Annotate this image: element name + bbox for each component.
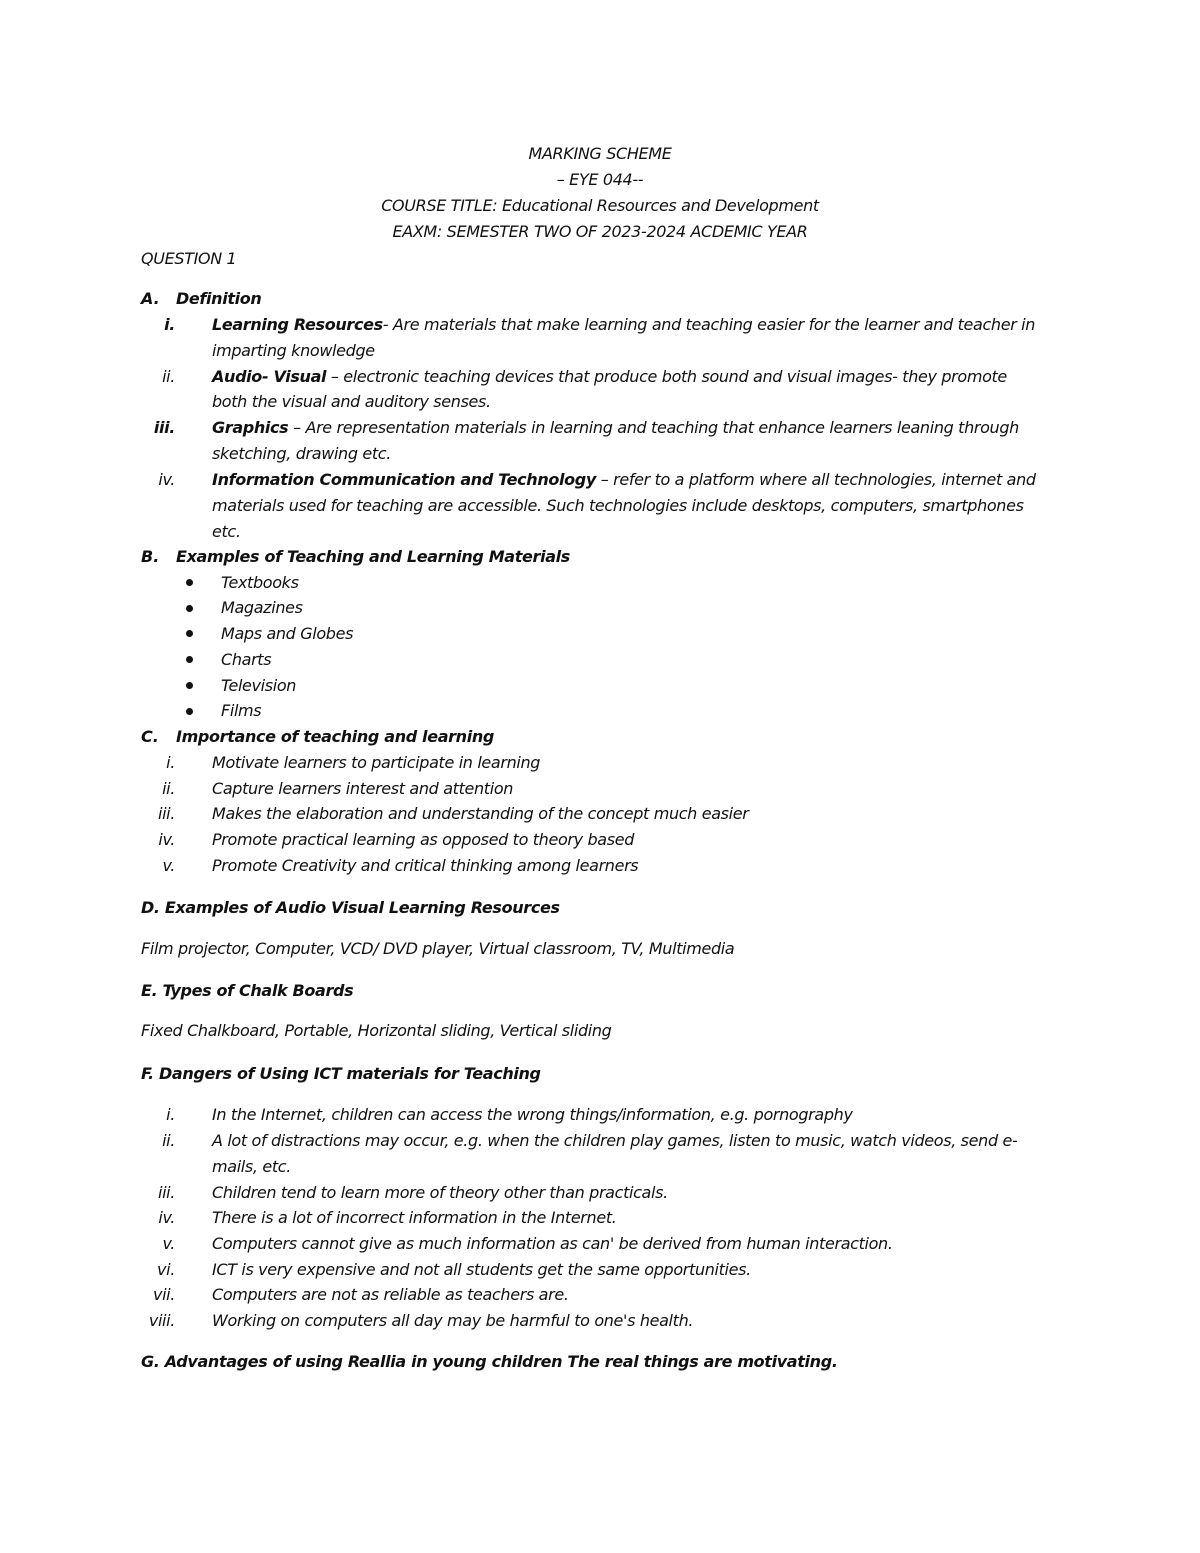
list-number: iii. [157, 1183, 175, 1202]
definition-text-cont: materials used for teaching are accessible. Such technologies include desktops, computers, smartphones [212, 496, 1024, 515]
definition-text: – electronic teaching devices that produce both sound and visual images- they promote [326, 367, 1007, 386]
bullet-icon [186, 579, 193, 586]
definition-item [212, 418, 1019, 438]
bullet-icon [186, 630, 193, 637]
definition-term: Information Communication and Technology [212, 470, 596, 489]
list-number: vii. [152, 1285, 175, 1304]
list-item: Magazines [221, 598, 303, 617]
definition-item [212, 315, 1035, 335]
course-code: – EYE 044-- [556, 170, 644, 189]
bullet-icon [186, 605, 193, 612]
section-c-heading: Importance of teaching and learning [176, 727, 495, 746]
list-item: Charts [221, 650, 272, 669]
section-f-heading: F. Dangers of Using ICT materials for Teaching [141, 1064, 541, 1083]
list-number: v. [162, 1234, 175, 1253]
definition-text-cont: imparting knowledge [212, 341, 375, 360]
definition-term: Learning Resources [212, 315, 383, 334]
list-number: i. [166, 1105, 175, 1124]
list-item: Textbooks [221, 573, 299, 592]
list-item: In the Internet, children can access the wrong things/information, e.g. pornography [212, 1105, 853, 1124]
section-c-letter: C. [141, 727, 159, 746]
list-number: ii. [162, 779, 175, 798]
bullet-icon [186, 656, 193, 663]
definition-text: – refer to a platform where all technologies, internet and [596, 470, 1036, 489]
list-item: Television [221, 676, 297, 695]
definition-text-cont: sketching, drawing etc. [212, 444, 391, 463]
list-number: ii. [162, 1131, 175, 1150]
bullet-icon [186, 708, 193, 715]
list-item: Motivate learners to participate in learning [212, 753, 541, 772]
list-number: i. [164, 315, 175, 334]
section-b-heading: Examples of Teaching and Learning Materials [176, 547, 570, 566]
definition-text: – Are representation materials in learning and teaching that enhance learners leaning through [288, 418, 1019, 437]
list-number: ii. [162, 367, 175, 386]
list-number: viii. [148, 1311, 175, 1330]
list-item: Working on computers all day may be harmful to one's health. [212, 1311, 694, 1330]
section-g-heading: G. Advantages of using Reallia in young children The real things are motivating. [141, 1352, 838, 1371]
definition-text-cont: both the visual and auditory senses. [212, 392, 491, 411]
section-d-heading: D. Examples of Audio Visual Learning Resources [141, 898, 560, 917]
definition-text-cont: etc. [212, 522, 241, 541]
list-number: iv. [158, 830, 175, 849]
exam-line: EAXM: SEMESTER TWO OF 2023-2024 ACDEMIC YEAR [392, 222, 808, 241]
list-item: Maps and Globes [221, 624, 354, 643]
list-number: iii. [157, 804, 175, 823]
bullet-icon [186, 682, 193, 689]
list-item: Children tend to learn more of theory other than practicals. [212, 1183, 668, 1202]
section-d-body: Film projector, Computer, VCD/ DVD player, Virtual classroom, TV, Multimedia [141, 939, 735, 958]
list-number: v. [162, 856, 175, 875]
section-b-letter: B. [141, 547, 160, 566]
section-e-body: Fixed Chalkboard, Portable, Horizontal sliding, Vertical sliding [141, 1021, 612, 1040]
list-item: There is a lot of incorrect information in the Internet. [212, 1208, 617, 1227]
list-item: A lot of distractions may occur, e.g. when the children play games, listen to music, watch videos, send e- [212, 1131, 1018, 1150]
definition-item [212, 367, 1007, 387]
list-item: Promote practical learning as opposed to theory based [212, 830, 635, 849]
list-item: Promote Creativity and critical thinking among learners [212, 856, 639, 875]
list-item: Capture learners interest and attention [212, 779, 514, 798]
list-item: Films [221, 701, 262, 720]
list-item-cont: mails, etc. [212, 1157, 291, 1176]
section-e-heading: E. Types of Chalk Boards [141, 981, 354, 1000]
course-title: COURSE TITLE: Educational Resources and Development [381, 196, 819, 215]
list-number: iii. [153, 418, 175, 437]
question-heading: QUESTION 1 [141, 249, 237, 268]
list-number: i. [166, 753, 175, 772]
list-item: Computers cannot give as much information as can' be derived from human interaction. [212, 1234, 893, 1253]
section-a-heading: Definition [176, 289, 262, 308]
list-item: Computers are not as reliable as teachers are. [212, 1285, 569, 1304]
list-item: Makes the elaboration and understanding of the concept much easier [212, 804, 749, 823]
definition-item [212, 470, 1036, 490]
list-number: iv. [158, 470, 175, 489]
definition-text: - Are materials that make learning and teaching easier for the learner and teacher in [382, 315, 1036, 334]
doc-title: MARKING SCHEME [528, 144, 672, 163]
list-number: iv. [158, 1208, 175, 1227]
list-item: ICT is very expensive and not all students get the same opportunities. [212, 1260, 751, 1279]
list-number: vi. [157, 1260, 175, 1279]
definition-term: Audio- Visual [212, 367, 327, 386]
section-a-letter: A. [141, 289, 160, 308]
definition-term: Graphics [212, 418, 289, 437]
